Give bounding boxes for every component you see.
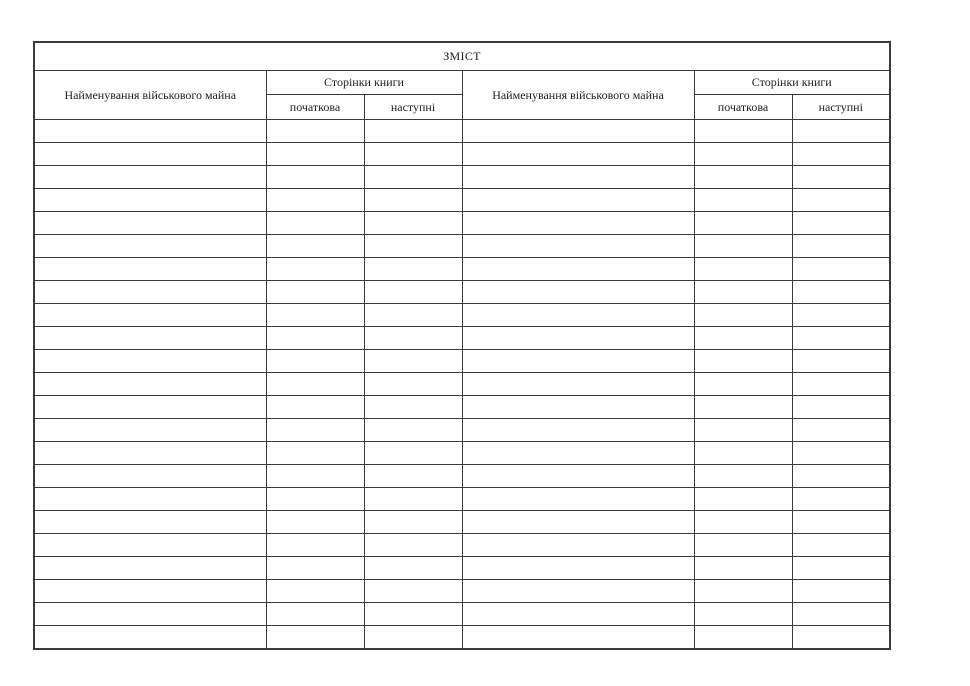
right-pages-header: Сторінки книги xyxy=(694,71,889,95)
right-initial-page-cell[interactable] xyxy=(694,258,792,281)
left-name-cell[interactable] xyxy=(35,350,266,373)
left-name-cell[interactable] xyxy=(35,166,266,189)
left-next-pages-cell[interactable] xyxy=(364,166,462,189)
left-initial-page-cell[interactable] xyxy=(266,511,364,534)
left-next-pages-cell[interactable] xyxy=(364,212,462,235)
right-initial-page-cell[interactable] xyxy=(694,465,792,488)
right-next-pages-cell[interactable] xyxy=(792,603,889,626)
left-name-cell[interactable] xyxy=(35,511,266,534)
left-next-pages-header: наступні xyxy=(364,95,462,120)
table-row xyxy=(35,166,889,189)
right-next-pages-cell[interactable] xyxy=(792,626,889,649)
right-initial-page-cell[interactable] xyxy=(694,350,792,373)
table-row xyxy=(35,281,889,304)
contents-rows xyxy=(35,120,889,649)
left-next-pages-cell[interactable] xyxy=(364,235,462,258)
table-row xyxy=(35,534,889,557)
table-row xyxy=(35,580,889,603)
right-next-pages-cell[interactable] xyxy=(792,120,889,143)
left-initial-page-header: початкова xyxy=(266,95,364,120)
right-initial-page-cell[interactable] xyxy=(694,304,792,327)
right-initial-page-cell[interactable] xyxy=(694,166,792,189)
left-name-cell[interactable] xyxy=(35,626,266,649)
table-row xyxy=(35,396,889,419)
left-name-cell[interactable] xyxy=(35,327,266,350)
right-initial-page-cell[interactable] xyxy=(694,143,792,166)
right-next-pages-cell[interactable] xyxy=(792,235,889,258)
table-row xyxy=(35,304,889,327)
left-initial-page-cell[interactable] xyxy=(266,396,364,419)
right-next-pages-cell[interactable] xyxy=(792,350,889,373)
left-name-cell[interactable] xyxy=(35,281,266,304)
table-row xyxy=(35,373,889,396)
right-next-pages-cell[interactable] xyxy=(792,304,889,327)
left-next-pages-cell[interactable] xyxy=(364,534,462,557)
table-row xyxy=(35,350,889,373)
left-next-pages-cell[interactable] xyxy=(364,511,462,534)
left-next-pages-cell[interactable] xyxy=(364,488,462,511)
table-row xyxy=(35,212,889,235)
right-next-pages-cell[interactable] xyxy=(792,281,889,304)
right-name-cell[interactable] xyxy=(462,419,694,442)
right-next-pages-cell[interactable] xyxy=(792,465,889,488)
right-next-pages-cell[interactable] xyxy=(792,580,889,603)
right-initial-page-cell[interactable] xyxy=(694,534,792,557)
left-next-pages-cell[interactable] xyxy=(364,143,462,166)
right-initial-page-cell[interactable] xyxy=(694,120,792,143)
left-initial-page-cell[interactable] xyxy=(266,212,364,235)
right-next-pages-cell[interactable] xyxy=(792,557,889,580)
left-initial-page-cell[interactable] xyxy=(266,235,364,258)
left-initial-page-cell[interactable] xyxy=(266,442,364,465)
right-initial-page-cell[interactable] xyxy=(694,603,792,626)
right-next-pages-header: наступні xyxy=(792,95,889,120)
contents-form xyxy=(33,41,891,650)
right-name-cell[interactable] xyxy=(462,304,694,327)
left-next-pages-cell[interactable] xyxy=(364,419,462,442)
right-initial-page-cell[interactable] xyxy=(694,373,792,396)
left-next-pages-cell[interactable] xyxy=(364,120,462,143)
left-name-cell[interactable] xyxy=(35,189,266,212)
right-initial-page-cell[interactable] xyxy=(694,488,792,511)
right-initial-page-cell[interactable] xyxy=(694,189,792,212)
table-row xyxy=(35,189,889,212)
left-next-pages-cell[interactable] xyxy=(364,580,462,603)
right-name-cell[interactable] xyxy=(462,327,694,350)
right-name-cell[interactable] xyxy=(462,120,694,143)
left-initial-page-cell[interactable] xyxy=(266,488,364,511)
table-row xyxy=(35,235,889,258)
left-next-pages-cell[interactable] xyxy=(364,373,462,396)
right-next-pages-cell[interactable] xyxy=(792,189,889,212)
right-next-pages-cell[interactable] xyxy=(792,327,889,350)
right-name-cell[interactable] xyxy=(462,373,694,396)
left-name-cell[interactable] xyxy=(35,143,266,166)
right-name-cell[interactable] xyxy=(462,212,694,235)
table-row xyxy=(35,419,889,442)
left-name-cell[interactable] xyxy=(35,373,266,396)
left-name-cell[interactable] xyxy=(35,396,266,419)
right-next-pages-cell[interactable] xyxy=(792,143,889,166)
left-next-pages-cell[interactable] xyxy=(364,258,462,281)
left-initial-page-cell[interactable] xyxy=(266,189,364,212)
left-name-cell[interactable] xyxy=(35,557,266,580)
right-name-cell[interactable] xyxy=(462,235,694,258)
left-initial-page-cell[interactable] xyxy=(266,419,364,442)
right-initial-page-cell[interactable] xyxy=(694,212,792,235)
left-name-cell[interactable] xyxy=(35,534,266,557)
right-name-cell[interactable] xyxy=(462,580,694,603)
right-next-pages-cell[interactable] xyxy=(792,442,889,465)
right-next-pages-cell[interactable] xyxy=(792,373,889,396)
page-title: ЗМІСТ xyxy=(35,43,889,71)
right-name-cell[interactable] xyxy=(462,166,694,189)
left-next-pages-cell[interactable] xyxy=(364,189,462,212)
left-initial-page-cell[interactable] xyxy=(266,603,364,626)
left-name-header: Найменування військового майна xyxy=(35,71,266,120)
left-name-cell[interactable] xyxy=(35,580,266,603)
right-initial-page-cell[interactable] xyxy=(694,419,792,442)
right-next-pages-cell[interactable] xyxy=(792,534,889,557)
right-name-cell[interactable] xyxy=(462,603,694,626)
right-name-cell[interactable] xyxy=(462,511,694,534)
left-initial-page-cell[interactable] xyxy=(266,281,364,304)
right-name-cell[interactable] xyxy=(462,189,694,212)
left-next-pages-cell[interactable] xyxy=(364,304,462,327)
left-name-cell[interactable] xyxy=(35,419,266,442)
right-next-pages-cell[interactable] xyxy=(792,419,889,442)
left-next-pages-cell[interactable] xyxy=(364,396,462,419)
left-name-cell[interactable] xyxy=(35,235,266,258)
right-next-pages-cell[interactable] xyxy=(792,258,889,281)
table-row xyxy=(35,327,889,350)
right-name-cell[interactable] xyxy=(462,557,694,580)
left-next-pages-cell[interactable] xyxy=(364,626,462,649)
table-row xyxy=(35,143,889,166)
table-row xyxy=(35,488,889,511)
right-initial-page-cell[interactable] xyxy=(694,442,792,465)
right-initial-page-cell[interactable] xyxy=(694,281,792,304)
right-name-cell[interactable] xyxy=(462,534,694,557)
right-name-header: Найменування військового майна xyxy=(462,71,694,120)
left-initial-page-cell[interactable] xyxy=(266,580,364,603)
left-initial-page-cell[interactable] xyxy=(266,143,364,166)
table-row xyxy=(35,511,889,534)
table-row xyxy=(35,603,889,626)
right-initial-page-cell[interactable] xyxy=(694,557,792,580)
right-next-pages-cell[interactable] xyxy=(792,488,889,511)
left-name-cell[interactable] xyxy=(35,304,266,327)
left-initial-page-cell[interactable] xyxy=(266,465,364,488)
left-initial-page-cell[interactable] xyxy=(266,534,364,557)
right-next-pages-cell[interactable] xyxy=(792,166,889,189)
left-initial-page-cell[interactable] xyxy=(266,350,364,373)
right-initial-page-header: початкова xyxy=(694,95,792,120)
left-next-pages-cell[interactable] xyxy=(364,442,462,465)
left-name-cell[interactable] xyxy=(35,258,266,281)
right-next-pages-cell[interactable] xyxy=(792,511,889,534)
left-initial-page-cell[interactable] xyxy=(266,304,364,327)
right-name-cell[interactable] xyxy=(462,465,694,488)
left-name-cell[interactable] xyxy=(35,603,266,626)
right-name-cell[interactable] xyxy=(462,488,694,511)
left-initial-page-cell[interactable] xyxy=(266,166,364,189)
right-name-cell[interactable] xyxy=(462,350,694,373)
table-row xyxy=(35,442,889,465)
right-initial-page-cell[interactable] xyxy=(694,580,792,603)
right-next-pages-cell[interactable] xyxy=(792,212,889,235)
right-initial-page-cell[interactable] xyxy=(694,235,792,258)
right-initial-page-cell[interactable] xyxy=(694,327,792,350)
right-initial-page-cell[interactable] xyxy=(694,396,792,419)
right-name-cell[interactable] xyxy=(462,626,694,649)
table-row xyxy=(35,557,889,580)
contents-table xyxy=(35,43,889,648)
right-next-pages-cell[interactable] xyxy=(792,396,889,419)
left-next-pages-cell[interactable] xyxy=(364,465,462,488)
left-initial-page-cell[interactable] xyxy=(266,557,364,580)
left-next-pages-cell[interactable] xyxy=(364,350,462,373)
table-row xyxy=(35,626,889,649)
left-name-cell[interactable] xyxy=(35,212,266,235)
left-name-cell[interactable] xyxy=(35,442,266,465)
left-initial-page-cell[interactable] xyxy=(266,120,364,143)
left-initial-page-cell[interactable] xyxy=(266,327,364,350)
right-name-cell[interactable] xyxy=(462,396,694,419)
right-initial-page-cell[interactable] xyxy=(694,626,792,649)
left-initial-page-cell[interactable] xyxy=(266,258,364,281)
left-pages-header: Сторінки книги xyxy=(266,71,462,95)
table-row xyxy=(35,120,889,143)
table-row xyxy=(35,258,889,281)
right-name-cell[interactable] xyxy=(462,281,694,304)
left-initial-page-cell[interactable] xyxy=(266,373,364,396)
right-name-cell[interactable] xyxy=(462,442,694,465)
right-initial-page-cell[interactable] xyxy=(694,511,792,534)
left-next-pages-cell[interactable] xyxy=(364,557,462,580)
left-initial-page-cell[interactable] xyxy=(266,626,364,649)
left-name-cell[interactable] xyxy=(35,488,266,511)
right-name-cell[interactable] xyxy=(462,258,694,281)
left-next-pages-cell[interactable] xyxy=(364,327,462,350)
table-row xyxy=(35,465,889,488)
left-name-cell[interactable] xyxy=(35,120,266,143)
left-name-cell[interactable] xyxy=(35,465,266,488)
left-next-pages-cell[interactable] xyxy=(364,281,462,304)
right-name-cell[interactable] xyxy=(462,143,694,166)
left-next-pages-cell[interactable] xyxy=(364,603,462,626)
